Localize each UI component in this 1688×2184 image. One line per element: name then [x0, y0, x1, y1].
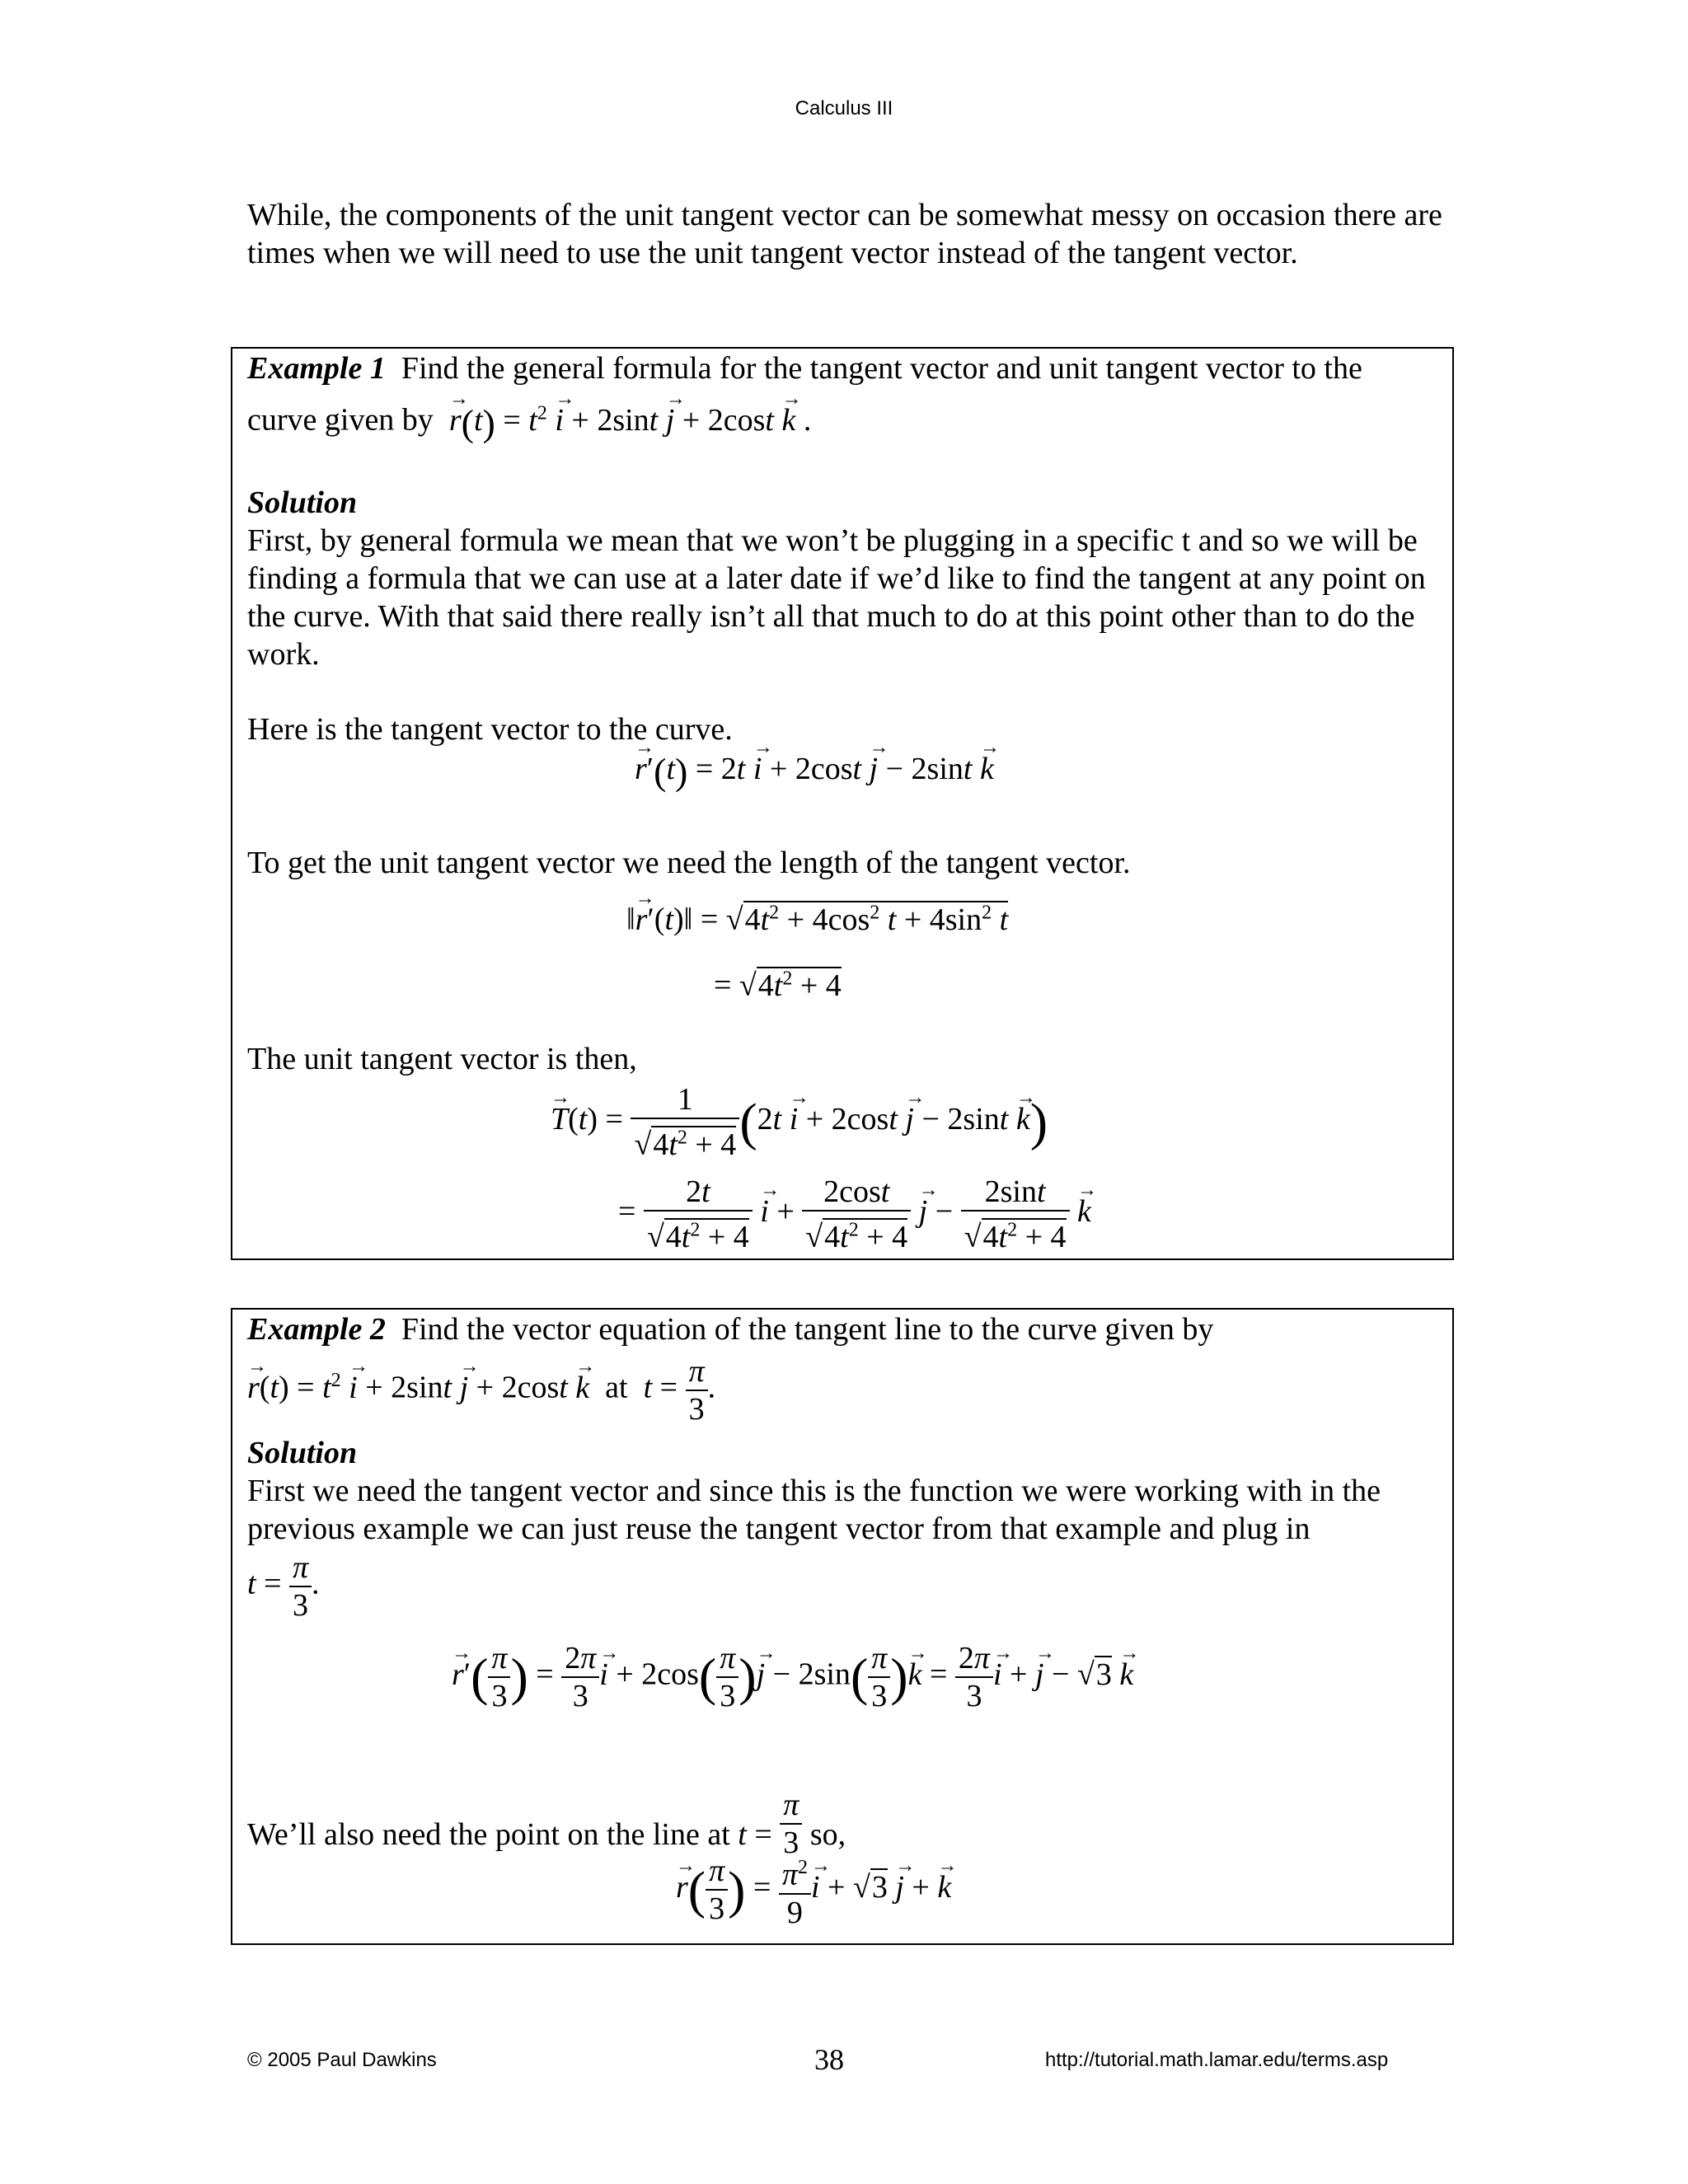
example-1-prompt-line1 [247, 349, 1362, 387]
tangent-vector-equation: → r′(t) = 2t → i + 2cost → j − 2sint → k [635, 750, 994, 790]
footer-page-number: 38 [814, 2043, 844, 2076]
example-2-point-text-2: so, [809, 1817, 846, 1852]
example-1-unit-intro: The unit tangent vector is then, [247, 1042, 637, 1076]
example-1-tangent-intro: Here is the tangent vector to the curve. [247, 712, 733, 747]
example-1-prompt-text-2: curve given by [247, 402, 434, 438]
example-1-solution-paragraph: First, by general formula we mean that we won’t be plugging in a specific t and so we will be finding a formula that we can use at a later date if we’d like to find the tangent at any point on the curve. With that said there really isn’t all that much to do at this point other than to do the work. [247, 523, 1426, 672]
example-2-point-intro: We’ll also need the point on the line at t = $\frac{\pi}{3}$ so, [247, 1788, 846, 1860]
example-1-label: Example 1 [247, 351, 386, 386]
unit-tangent-equation-1: → T(t) = $\frac{1}{√4t^2 + 4}$ (2t → i + 2cost → j − 2sint → k) [551, 1081, 1048, 1163]
example-1-length-intro: To get the unit tangent vector we need the length of the tangent vector. [247, 846, 1131, 880]
point-on-curve-equation: → r( $\frac{\pi}{3}$ ) = $\frac{\pi^2}{9}$ → i + √3 → j + → k [676, 1849, 951, 1931]
tangent-length-equation-1: ‖→ r′(t)‖ = $√4t^2 + 4\cos^2$ $t + 4\sin^2$ t [626, 893, 1008, 939]
example-2-prompt-text: Find the vector equation of the tangent line to the curve given by [401, 1312, 1214, 1347]
intro-paragraph: While, the components of the unit tangent vector can be somewhat messy on occasion there are times when we will need to use the unit tangent vector instead of the tangent vector. [247, 198, 1442, 270]
tangent-length-equation-2: = $√4t^2 + 4$ [714, 968, 842, 1003]
example-1-prompt-line2 [247, 394, 811, 442]
tangent-at-point-equation: → r′( $\frac{\pi}{3}$ ) = $\frac{2\pi}{3}$ → i + 2cos( $\frac{\pi}{3}$ )→ j − 2sin( $\frac{\pi}{3}$ )→ k = $\frac{2\pi}{3}$ → i + → j − √3 → k [452, 1640, 1133, 1714]
example-1-prompt-text: Find the general formula for the tangent vector and unit tangent vector to the [401, 351, 1362, 386]
example-1-curve-equation: → $r(t) = t^2 \to i + 2\sin t \to j + 2\cos t \to k$ . [441, 403, 811, 438]
example-2-t-value: t = $\frac{\pi}{3}$ . [247, 1550, 320, 1623]
page-header: Calculus III [795, 97, 893, 120]
unit-tangent-equation-2: = $\frac{2t}{√4t^2 + 4}$ → i + $\frac{2\cos t}{√4t^2 + 4}$ → j − $\frac{2\sin t}{√4t^2 + 4}$ → k [618, 1174, 1091, 1255]
example-1-solution-label: Solution [247, 485, 358, 520]
example-2-solution-paragraph: First we need the tangent vector and since this is the function we were working with in the previous example we can just reuse the tangent vector from that example and plug in [247, 1474, 1381, 1546]
example-2-curve-equation: → $r(t) = t^2 \to i + 2\sin t \to j + 2\cos t \to k$ at t = $\frac{\pi}{3}$ . [247, 1353, 715, 1427]
example-2-prompt-line1 [247, 1310, 1213, 1348]
example-2-point-text: We’ll also need the point on the line at [247, 1817, 730, 1852]
example-2-label: Example 2 [247, 1312, 386, 1347]
footer-url[interactable]: http://tutorial.math.lamar.edu/terms.asp [1045, 2049, 1389, 2071]
example-2-solution-label: Solution [247, 1436, 358, 1470]
footer-copyright: © 2005 Paul Dawkins [247, 2049, 437, 2071]
